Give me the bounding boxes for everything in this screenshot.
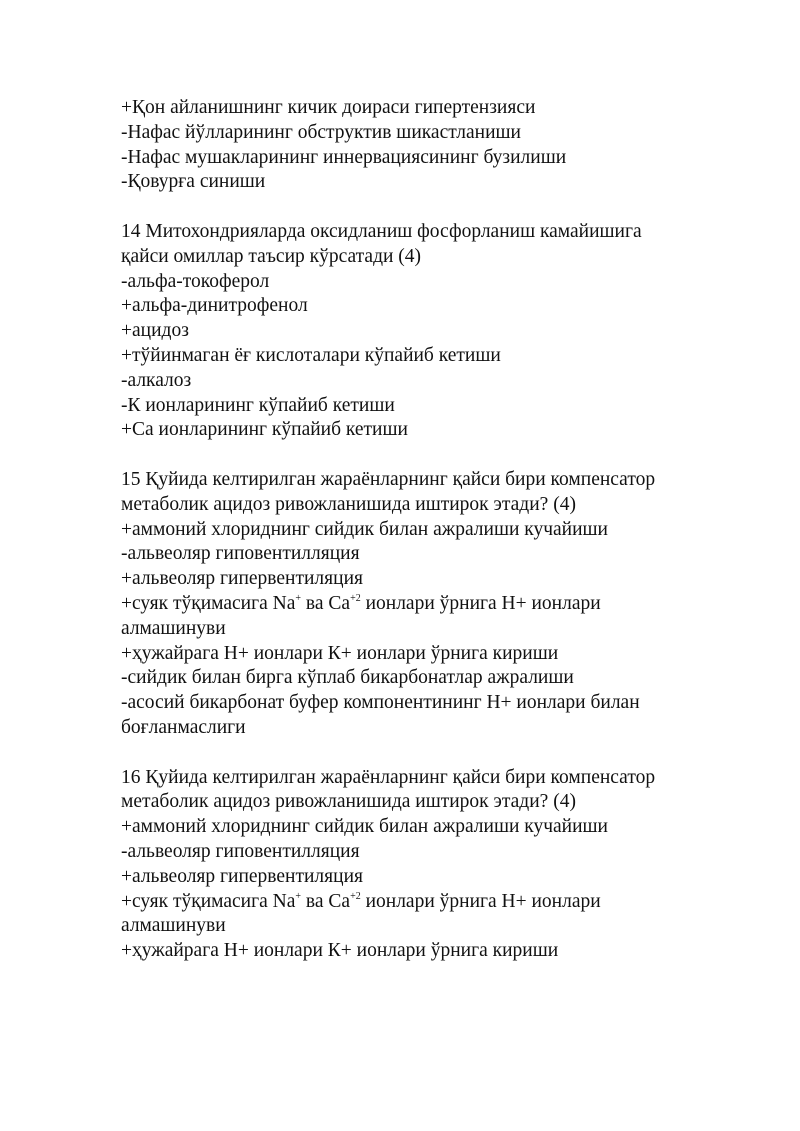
option-line: +ҳужайрага Н+ ионлари К+ ионлари ўрнига кириши	[121, 642, 559, 664]
option-line: +Қон айланишнинг кичик доираси гипертензияси	[121, 97, 536, 118]
superscript: +	[295, 592, 302, 604]
option-line: +аммоний хлориднинг сийдик билан ажралиши кучайиши	[121, 518, 608, 540]
superscript: +2	[350, 890, 361, 902]
option-text: ва Ca	[301, 592, 351, 614]
option-line: -альвеоляр гиповентилляция	[121, 543, 360, 565]
spacer	[121, 741, 681, 766]
option-line: +аммоний хлориднинг сийдик билан ажралиши кучайиши	[121, 816, 608, 838]
option-line: -Қовурға синиши	[121, 171, 266, 193]
option-text: +суяк тўқимасига Na	[121, 592, 296, 614]
previous-question-options	[121, 96, 681, 195]
option-line: +ҳужайрага Н+ ионлари К+ ионлари ўрнига кириши	[121, 940, 559, 962]
superscript: +	[295, 890, 302, 902]
question-title: 15 Қуйида келтирилган жараёнларнинг қайси бири компенсатор метаболик ацидоз ривожланишида иштирок этади? (4)	[121, 468, 656, 515]
option-text: ва Ca	[301, 890, 351, 912]
question-title: 16 Қуйида келтирилган жараёнларнинг қайси бири компенсатор метаболик ацидоз ривожланишида иштирок этади? (4)	[121, 766, 656, 813]
option-line: -альвеоляр гиповентилляция	[121, 840, 360, 862]
option-line: +Са ионларининг кўпайиб кетиши	[121, 419, 408, 441]
spacer	[121, 443, 681, 468]
option-text: ионлари ўрнига Н+ ионлари алмашинуви	[121, 592, 601, 639]
option-line: -сийдик билан бирга кўплаб бикарбонатлар ажралиши	[121, 667, 574, 689]
option-line: -алкалоз	[121, 369, 192, 391]
spacer	[121, 195, 681, 220]
option-line: +ацидоз	[121, 320, 189, 342]
option-text: +суяк тўқимасига Na	[121, 890, 296, 912]
option-line: -Нафас мушакларининг иннервациясининг бузилиши	[121, 146, 567, 168]
question-15	[121, 468, 681, 741]
superscript: +2	[350, 592, 361, 604]
option-line: +альфа-динитрофенол	[121, 295, 308, 317]
option-line: +альвеоляр гипервентиляция	[121, 865, 363, 887]
option-line: -Нафас йўлларининг обструктив шикастланиши	[121, 121, 521, 143]
question-14	[121, 220, 681, 443]
option-line-ion-exchange	[121, 592, 681, 642]
question-16	[121, 766, 681, 964]
question-title: 14 Митохондрияларда оксидланиш фосфорланиш камайишига қайси омиллар таъсир кўрсатади (4)	[121, 220, 642, 267]
option-text: ионлари ўрнига Н+ ионлари алмашинуви	[121, 890, 601, 937]
option-line: +альвеоляр гипервентиляция	[121, 568, 363, 590]
option-line: +тўйинмаган ёғ кислоталари кўпайиб кетиши	[121, 344, 501, 366]
document-page	[121, 96, 681, 964]
option-line-ion-exchange	[121, 890, 681, 940]
option-line: -альфа-токоферол	[121, 270, 270, 292]
option-line: -К ионларининг кўпайиб кетиши	[121, 394, 395, 416]
option-line: -асосий бикарбонат буфер компонентининг Н+ ионлари билан боғланмаслиги	[121, 692, 640, 738]
